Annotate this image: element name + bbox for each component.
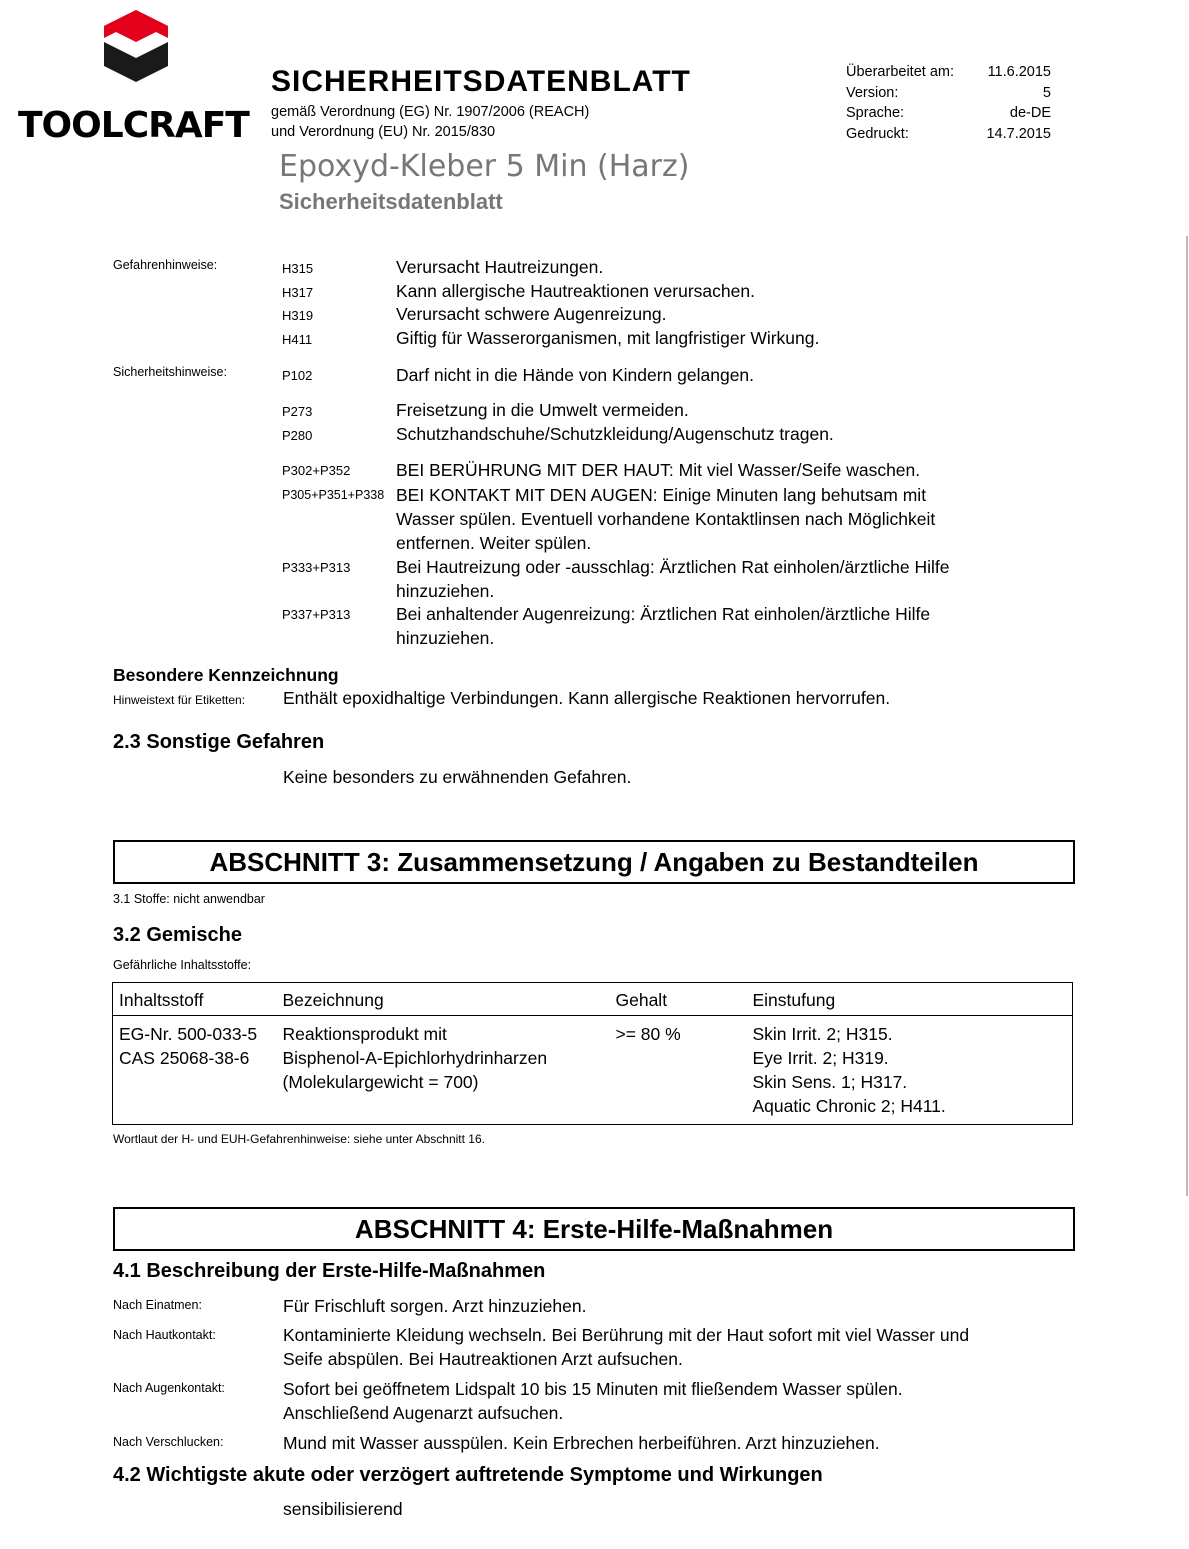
label-text-label: Hinweistext für Etiketten: bbox=[113, 693, 246, 707]
substances-note: 3.1 Stoffe: nicht anwendbar bbox=[113, 892, 265, 906]
meta-value: de-DE bbox=[1009, 105, 1051, 121]
hazardous-ingredients-label: Gefährliche Inhaltsstoffe: bbox=[113, 958, 252, 972]
page-edge-line bbox=[1186, 236, 1188, 1196]
precaution-text bbox=[396, 483, 935, 555]
measure-text-line: Seife abspülen. Bei Hautreaktionen Arzt aufsuchen. bbox=[283, 1349, 683, 1369]
section-3-heading: ABSCHNITT 3: Zusammensetzung / Angaben zu Bestandteilen bbox=[113, 840, 1075, 884]
precautionary-statements-label: Sicherheitshinweise: bbox=[113, 365, 227, 379]
designation-line: (Molekulargewicht = 700) bbox=[282, 1072, 479, 1092]
hazard-text: Giftig für Wasserorganismen, mit langfristiger Wirkung. bbox=[396, 328, 820, 348]
designation-line: Bisphenol-A-Epichlorhydrinharzen bbox=[282, 1048, 548, 1068]
precaution-text: Darf nicht in die Hände von Kindern gelangen. bbox=[396, 365, 755, 385]
meta-value: 14.7.2015 bbox=[986, 125, 1051, 142]
hazard-code: H411 bbox=[282, 332, 313, 347]
ingredient-line: CAS 25068-38-6 bbox=[119, 1048, 250, 1068]
document-title: SICHERHEITSDATENBLATT bbox=[271, 65, 691, 98]
precaution-text-line: entfernen. Weiter spülen. bbox=[396, 533, 592, 553]
column-header: Bezeichnung bbox=[277, 983, 610, 1016]
content-cell: >= 80 % bbox=[615, 1024, 681, 1044]
meta-version bbox=[846, 85, 1051, 106]
meta-printed bbox=[846, 126, 1051, 147]
ingredient-cell bbox=[113, 1016, 277, 1125]
meta-value: 11.6.2015 bbox=[987, 64, 1051, 80]
measure-text-line: Kontaminierte Kleidung wechseln. Bei Berührung mit der Haut sofort mit viel Wasser und bbox=[283, 1325, 970, 1345]
precaution-text: Freisetzung in die Umwelt vermeiden. bbox=[396, 400, 689, 420]
classification-line: Eye Irrit. 2; H319. bbox=[752, 1048, 889, 1068]
ingredient-line: EG-Nr. 500-033-5 bbox=[119, 1024, 258, 1044]
toolcraft-logo bbox=[18, 8, 263, 146]
precaution-text bbox=[396, 602, 930, 650]
measure-text: Für Frischluft sorgen. Arzt hinzuziehen. bbox=[283, 1296, 587, 1316]
column-header: Gehalt bbox=[610, 983, 747, 1016]
measure-text-line: Sofort bei geöffnetem Lidspalt 10 bis 15 Minuten mit fließendem Wasser spülen. bbox=[283, 1379, 903, 1399]
hazard-text: Verursacht schwere Augenreizung. bbox=[396, 304, 667, 324]
hazard-code: H315 bbox=[282, 261, 314, 276]
precaution-code: P273 bbox=[282, 404, 313, 419]
meta-key: Überarbeitet am: bbox=[846, 64, 954, 80]
precaution-text bbox=[396, 555, 949, 603]
regulation-line: und Verordnung (EU) Nr. 2015/830 bbox=[271, 124, 496, 140]
precaution-code: P102 bbox=[282, 368, 313, 383]
meta-key: Version: bbox=[846, 84, 899, 101]
measure-text: Mund mit Wasser ausspülen. Kein Erbrechen herbeiführen. Arzt hinzuziehen. bbox=[283, 1433, 880, 1453]
precaution-text: Schutzhandschuhe/Schutzkleidung/Augenschutz tragen. bbox=[396, 424, 834, 444]
precaution-text-line: hinzuziehen. bbox=[396, 628, 495, 648]
mixtures-heading: 3.2 Gemische bbox=[113, 924, 242, 946]
meta-language bbox=[846, 105, 1051, 126]
logo-hexagon-icon bbox=[100, 8, 172, 84]
classification-line: Skin Sens. 1; H317. bbox=[752, 1072, 908, 1092]
symptoms-heading: 4.2 Wichtigste akute oder verzögert auftretende Symptome und Wirkungen bbox=[113, 1464, 823, 1486]
meta-key: Sprache: bbox=[846, 105, 905, 121]
precaution-code: P302+P352 bbox=[282, 463, 351, 478]
brand-name: TOOLCRAFT bbox=[18, 105, 249, 146]
hazard-text: Verursacht Hautreizungen. bbox=[396, 257, 604, 277]
label-text: Enthält epoxidhaltige Verbindungen. Kann allergische Reaktionen hervorrufen. bbox=[283, 688, 891, 708]
measure-label: Nach Hautkontakt: bbox=[113, 1328, 216, 1342]
precaution-text-line: hinzuziehen. bbox=[396, 581, 495, 601]
measure-label: Nach Augenkontakt: bbox=[113, 1381, 225, 1395]
precaution-text-line: BEI KONTAKT MIT DEN AUGEN: Einige Minuten lang behutsam mit bbox=[396, 485, 927, 505]
classification-cell bbox=[747, 1016, 1073, 1125]
regulation-line: gemäß Verordnung (EG) Nr. 1907/2006 (REACH) bbox=[271, 104, 590, 120]
designation-line: Reaktionsprodukt mit bbox=[282, 1024, 447, 1044]
precaution-text-line: Bei anhaltender Augenreizung: Ärztlichen Rat einholen/ärztliche Hilfe bbox=[396, 604, 931, 624]
designation-cell bbox=[277, 1016, 610, 1125]
regulation-reference bbox=[271, 102, 589, 142]
precaution-code: P280 bbox=[282, 428, 313, 443]
precaution-code: P333+P313 bbox=[282, 560, 351, 575]
product-subtitle: Sicherheitsdatenblatt bbox=[279, 189, 503, 214]
measure-text-line: Anschließend Augenarzt aufsuchen. bbox=[283, 1403, 564, 1423]
hazard-code: H319 bbox=[282, 308, 314, 323]
table-row bbox=[113, 1016, 1073, 1125]
column-header: Inhaltsstoff bbox=[113, 983, 277, 1016]
classification-line: Aquatic Chronic 2; H411. bbox=[752, 1096, 946, 1116]
classification-line: Skin Irrit. 2; H315. bbox=[752, 1024, 893, 1044]
meta-revised bbox=[846, 64, 1051, 85]
hazard-code: H317 bbox=[282, 285, 314, 300]
precaution-text: BEI BERÜHRUNG MIT DER HAUT: Mit viel Wasser/Seife waschen. bbox=[396, 460, 921, 480]
other-hazards-text: Keine besonders zu erwähnenden Gefahren. bbox=[283, 767, 632, 787]
symptoms-text: sensibilisierend bbox=[283, 1499, 403, 1519]
column-header: Einstufung bbox=[747, 983, 1073, 1016]
ingredients-table bbox=[112, 982, 1073, 1125]
measure-label: Nach Verschlucken: bbox=[113, 1435, 224, 1449]
document-meta bbox=[846, 64, 1051, 146]
precaution-text-line: Wasser spülen. Eventuell vorhandene Kontaktlinsen nach Möglichkeit bbox=[396, 509, 936, 529]
hazard-text: Kann allergische Hautreaktionen verursachen. bbox=[396, 281, 755, 301]
meta-value: 5 bbox=[1042, 84, 1051, 101]
measure-text bbox=[283, 1323, 969, 1371]
special-labelling-heading: Besondere Kennzeichnung bbox=[113, 665, 339, 685]
hazard-statements-label: Gefahrenhinweise: bbox=[113, 258, 218, 272]
table-header-row bbox=[113, 983, 1073, 1016]
precaution-text-line: Bei Hautreizung oder -ausschlag: Ärztlichen Rat einholen/ärztliche Hilfe bbox=[396, 557, 950, 577]
measure-label: Nach Einatmen: bbox=[113, 1298, 202, 1312]
precaution-code: P337+P313 bbox=[282, 607, 351, 622]
precaution-code: P305+P351+P338 bbox=[282, 488, 385, 502]
product-name: Epoxyd-Kleber 5 Min (Harz) bbox=[279, 149, 690, 184]
other-hazards-heading: 2.3 Sonstige Gefahren bbox=[113, 731, 325, 753]
table-footnote: Wortlaut der H- und EUH-Gefahrenhinweise: siehe unter Abschnitt 16. bbox=[113, 1132, 485, 1146]
first-aid-description-heading: 4.1 Beschreibung der Erste-Hilfe-Maßnahmen bbox=[113, 1260, 546, 1282]
section-4-heading: ABSCHNITT 4: Erste-Hilfe-Maßnahmen bbox=[113, 1207, 1075, 1251]
measure-text bbox=[283, 1377, 903, 1425]
meta-key: Gedruckt: bbox=[846, 125, 909, 142]
